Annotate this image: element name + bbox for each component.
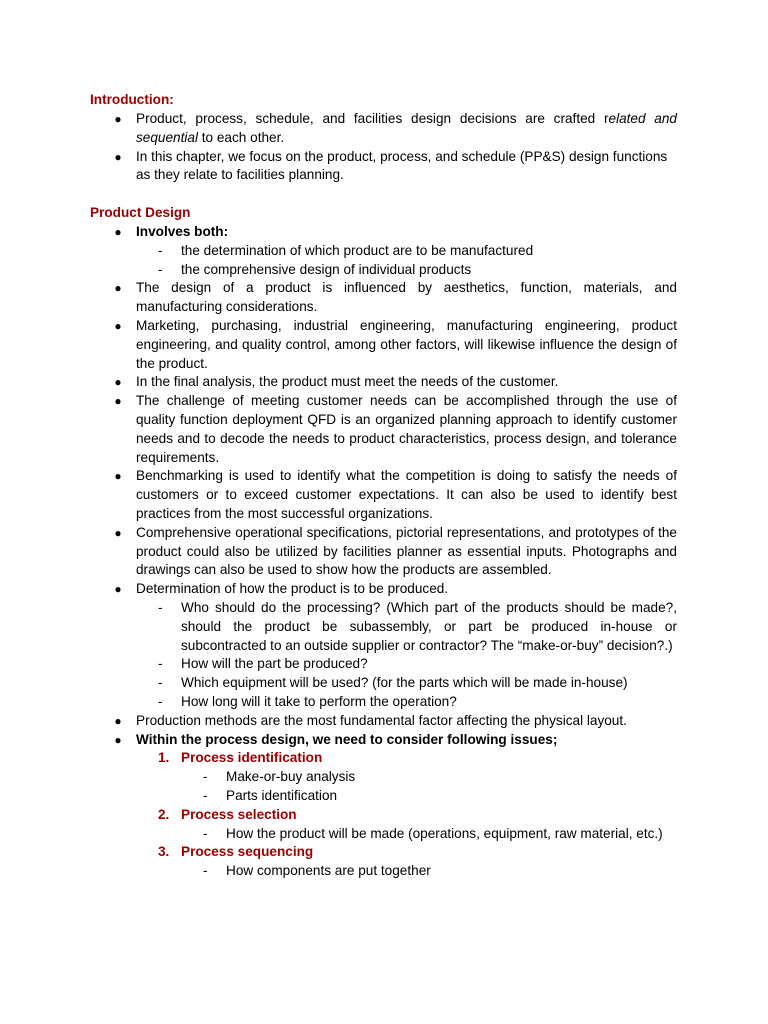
bullet-text: Comprehensive operational specifications, pictorial representations, and prototypes of the product could also be utilized by facilities planner as essential inputs. Photographs and drawings can also be used to show how the products are assembled. [136,524,677,578]
bullet-text: Production methods are the most fundamental factor affecting the physical layout. [136,712,627,728]
step-label: Process sequencing [181,844,314,860]
bullet-text: The challenge of meeting customer needs can be accomplished through the use of quality function deployment QFD is an organized planning approach to identify customer needs and to decode the needs to product characteristics, process design, and tolerance requirements. [136,393,677,465]
product-design-list [0,223,768,881]
dash-icon: - [158,693,163,709]
list-item [0,392,677,467]
step-number: 1. [158,750,170,766]
bullet-text: In the final analysis, the product must meet the needs of the customer. [136,374,559,390]
sublist-item: - the comprehensive design of individual products [136,261,677,280]
list-item [0,317,677,373]
process-step [136,749,677,805]
process-step [136,843,677,881]
bullet-icon: ● [114,225,122,239]
sublist-item: - How the product will be made (operations, equipment, raw material, etc.) [181,825,677,844]
bullet-text: In this chapter, we focus on the product, process, and schedule (PP&S) design functions as they relate to facilities planning. [136,148,668,183]
product-design-heading: Product Design [90,205,191,220]
determination-sublist [136,599,677,712]
bullet-text: Benchmarking is used to identify what the competition is doing to satisfy the needs of customers or to exceed customer expectations. It can also be used to identify best practices from the most successful organizations. [136,468,677,521]
dash-icon: - [158,675,163,691]
list-item [0,580,677,712]
bullet-icon: ● [114,281,122,296]
sublist-item: - Who should do the processing? (Which part of the products should be made?, should the product be subassembly, or part be produced in-house or subcontracted to an outside supplier or contractor? The “make-or-buy” decision?.) [158,599,677,653]
within-process-label: Within the process design, we need to consider following issues; [136,731,558,747]
bullet-icon: ● [114,149,122,164]
dash-icon: - [203,863,208,879]
sublist-item: - How long will it take to perform the operation? [136,693,677,712]
bullet-text: Product, process, schedule, and facilities design decisions are crafted related and sequential to each other. [136,111,677,145]
bullet-icon: ● [114,318,122,333]
dash-icon: - [203,787,208,803]
bullet-icon: ● [114,375,122,390]
list-item [0,524,677,580]
list-item [0,467,677,523]
step-number: 2. [158,806,170,822]
list-item [0,223,677,279]
bullet-icon: ● [114,469,122,484]
list-item [0,279,677,317]
involves-sublist [136,242,677,280]
bullet-icon: ● [114,713,122,728]
step-number: 3. [158,844,170,860]
step-label: Process selection [181,806,297,822]
introduction-list [0,110,768,185]
list-item [0,712,677,731]
step-sublist [181,768,677,806]
dash-icon: - [158,599,163,615]
list-item [0,373,677,392]
step-sublist [181,825,677,844]
dash-icon: - [158,242,163,258]
bullet-icon: ● [114,582,122,597]
process-step [136,806,677,844]
dash-icon: - [158,656,163,672]
sublist-item: - How will the part be produced? [136,655,677,674]
list-item [0,148,677,186]
dash-icon: - [203,825,208,841]
list-item [0,731,677,881]
sublist-item: - Which equipment will be used? (for the parts which will be made in-house) [136,674,677,693]
bullet-icon: ● [114,732,122,747]
dash-icon: - [203,769,208,785]
list-item [0,110,677,148]
introduction-heading: Introduction: [90,92,174,107]
bullet-text: The design of a product is influenced by aesthetics, function, materials, and manufacturing considerations. [136,280,677,315]
sublist-item: - Make-or-buy analysis [181,768,677,787]
bullet-icon: ● [114,525,122,540]
involves-label: Involves both: [136,224,229,239]
step-label: Process identification [181,750,323,766]
process-steps-list [136,749,677,881]
bullet-icon: ● [114,112,122,126]
dash-icon: - [158,261,163,277]
sublist-item: - the determination of which product are to be manufactured [136,242,677,261]
determination-label: Determination of how the product is to be produced. [136,581,449,597]
step-sublist [181,862,677,881]
sublist-item: - Parts identification [181,787,677,806]
sublist-item: - How components are put together [181,862,677,881]
bullet-icon: ● [114,394,122,409]
bullet-text: Marketing, purchasing, industrial engineering, manufacturing engineering, product engineering, and quality control, among other factors, will likewise influence the design of the product. [136,317,677,371]
